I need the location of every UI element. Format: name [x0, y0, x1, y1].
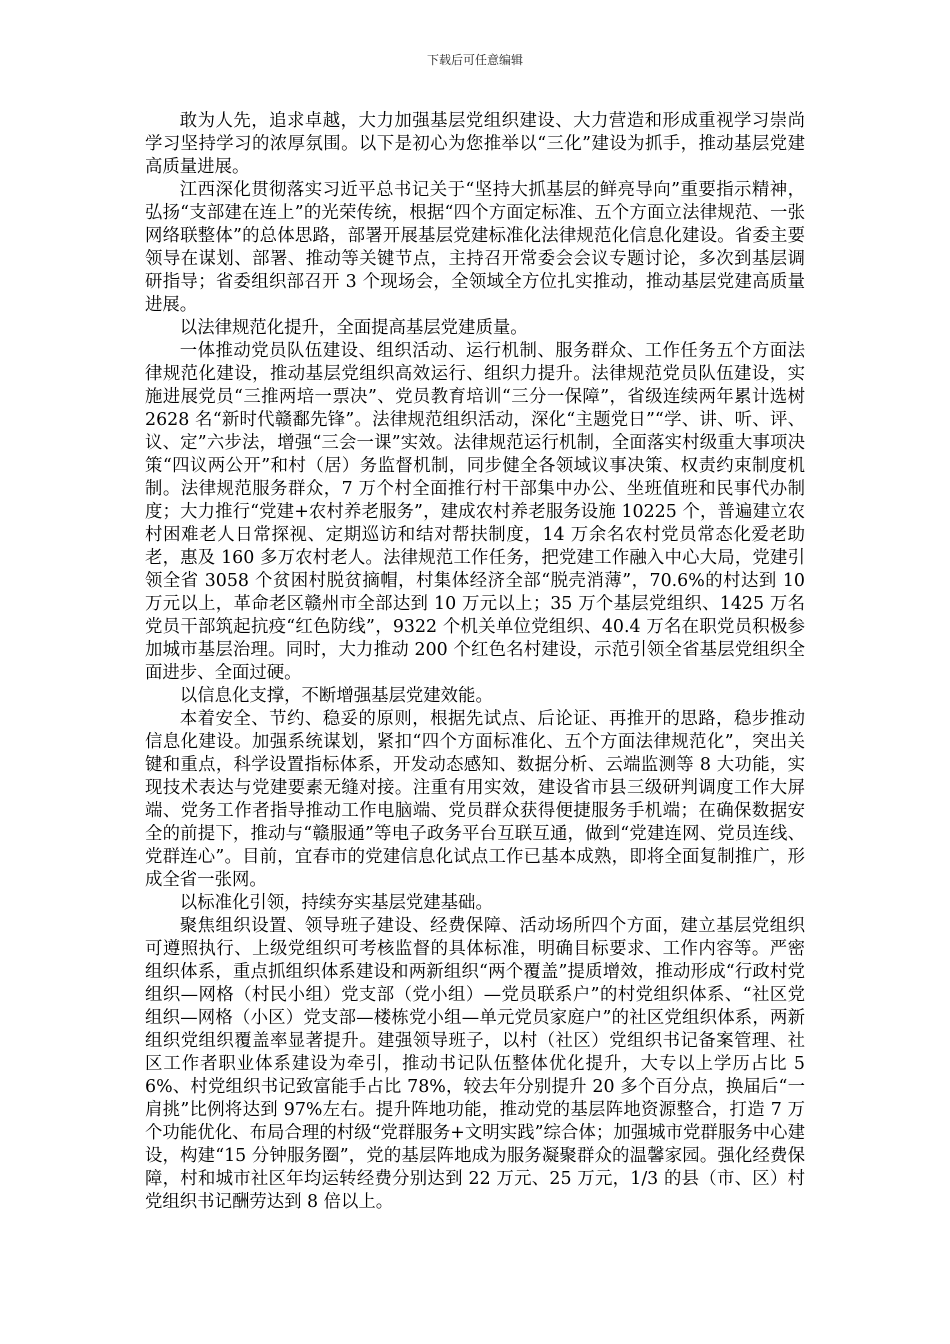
paragraph-legal-standardization: 一体推动党员队伍建设、组织活动、运行机制、服务群众、工作任务五个方面法律规范化建设，推动基层党组织高效运行、组织力提升。法律规范党员队伍建设，实施进展党员“三推两培一票决”、党员教育培训“三分一保障”，省级连续两年累计选树 2628 名“新时代赣鄱先锋”。法律规范组织活动，深化“主题党日”“学、讲、听、评、议、定”六步法，增强“三会一课”实效。法律规范运行机制，全面落实村级重大事项决策“四议两公开”和村（居）务监督机制，同步健全各领域议事决策、权责约束制度机制。法律规范服务群众，7 万个村全面推行村干部集中办公、坐班值班和民事代办制度；大力推行“党建+农村养老服务”，建成农村养老服务设施 10225 个，普遍建立农村困难老人日常探视、定期巡访和结对帮扶制度，14 万余名农村党员常态化爱老助老，惠及 160 多万农村老人。法律规范工作任务，把党建工作融入中心大局，党建引领全省 3058 个贫困村脱贫摘帽，村集体经济全部“脱壳消薄”，70.6%的村达到 10 万元以上，革命老区赣州市全部达到 10 万元以上；35 万个基层党组织、1425 万名党员干部筑起抗疫“红色防线”，9322 个机关单位党组织、40.4 万名在职党员积极参加城市基层治理。同时，大力推动 200 个红色名村建设，示范引领全省基层党组织全面进步、全面过硬。: [145, 341, 805, 683]
paragraph-standardization: 聚焦组织设置、领导班子建设、经费保障、活动场所四个方面，建立基层党组织可遵照执行、上级党组织可考核监督的具体标准，明确目标要求、工作内容等。严密组织体系，重点抓组织体系建设和两新组织“两个覆盖”提质增效，推动形成“行政村党组织—网格（村民小组）党支部（党小组）—党员联系户”的村党组织体系、“社区党组织—网格（小区）党支部—楼栋党小组—单元党员家庭户”的社区党组织体系，两新组织党组织覆盖率显著提升。建强领导班子，以村（社区）党组织书记备案管理、社区工作者职业体系建设为牵引，推动书记队伍整体优化提升，大专以上学历占比 56%、村党组织书记致富能手占比 78%，较去年分别提升 20 多个百分点，换届后“一肩挑”比例将达到 97%左右。提升阵地功能，推动党的基层阵地资源整合，打造 7 万个功能优化、布局合理的村级“党群服务+文明实践”综合体；加强城市党群服务中心建设，构建“15 分钟服务圈”，党的基层阵地成为服务凝聚群众的温馨家园。强化经费保障，村和城市社区年均运转经费分别达到 22 万元、25 万元，1/3 的县（市、区）村党组织书记酬劳达到 8 倍以上。: [145, 916, 805, 1212]
section-heading-standardization: 以标准化引领，持续夯实基层党建基础。: [179, 893, 493, 913]
section-heading-legal-standardization: 以法律规范化提升，全面提高基层党建质量。: [179, 318, 528, 338]
document-body: [145, 110, 805, 1214]
section-heading-informatization: 以信息化支撑，不断增强基层党建效能。: [179, 686, 493, 706]
page-header-note: 下载后可任意编辑: [426, 53, 523, 67]
paragraph-intro: 敢为人先，追求卓越，大力加强基层党组织建设、大力营造和形成重视学习崇尚学习坚持学习的浓厚氛围。以下是初心为您推举以“三化”建设为抓手，推动基层党建高质量进展。: [145, 111, 805, 177]
paragraph-overview: 江西深化贯彻落实习近平总书记关于“坚持大抓基层的鲜亮导向”重要指示精神，弘扬“支部建在连上”的光荣传统，根据“四个方面定标准、五个方面立法律规范、一张网络联整体”的总体思路，部署开展基层党建标准化法律规范化信息化建设。省委主要领导在谋划、部署、推动等关键节点，主持召开常委会会议专题讨论，多次到基层调研指导；省委组织部召开 3 个现场会，全领域全方位扎实推动，推动基层党建高质量进展。: [145, 180, 805, 315]
paragraph-informatization: 本着安全、节约、稳妥的原则，根据先试点、后论证、再推开的思路，稳步推动信息化建设。加强系统谋划，紧扣“四个方面标准化、五个方面法律规范化”，突出关键和重点，科学设置指标体系，开发动态感知、数据分析、云端监测等 8 大功能，实现技术表达与党建要素无缝对接。注重有用实效，建设省市县三级研判调度工作大屏端、党务工作者指导推动工作电脑端、党员群众获得便捷服务手机端；在确保数据安全的前提下，推动与“赣服通”等电子政务平台互联互通，做到“党建连网、党员连线、党群连心”。目前，宜春市的党建信息化试点工作已基本成熟，即将全面复制推广，形成全省一张网。: [145, 709, 805, 890]
